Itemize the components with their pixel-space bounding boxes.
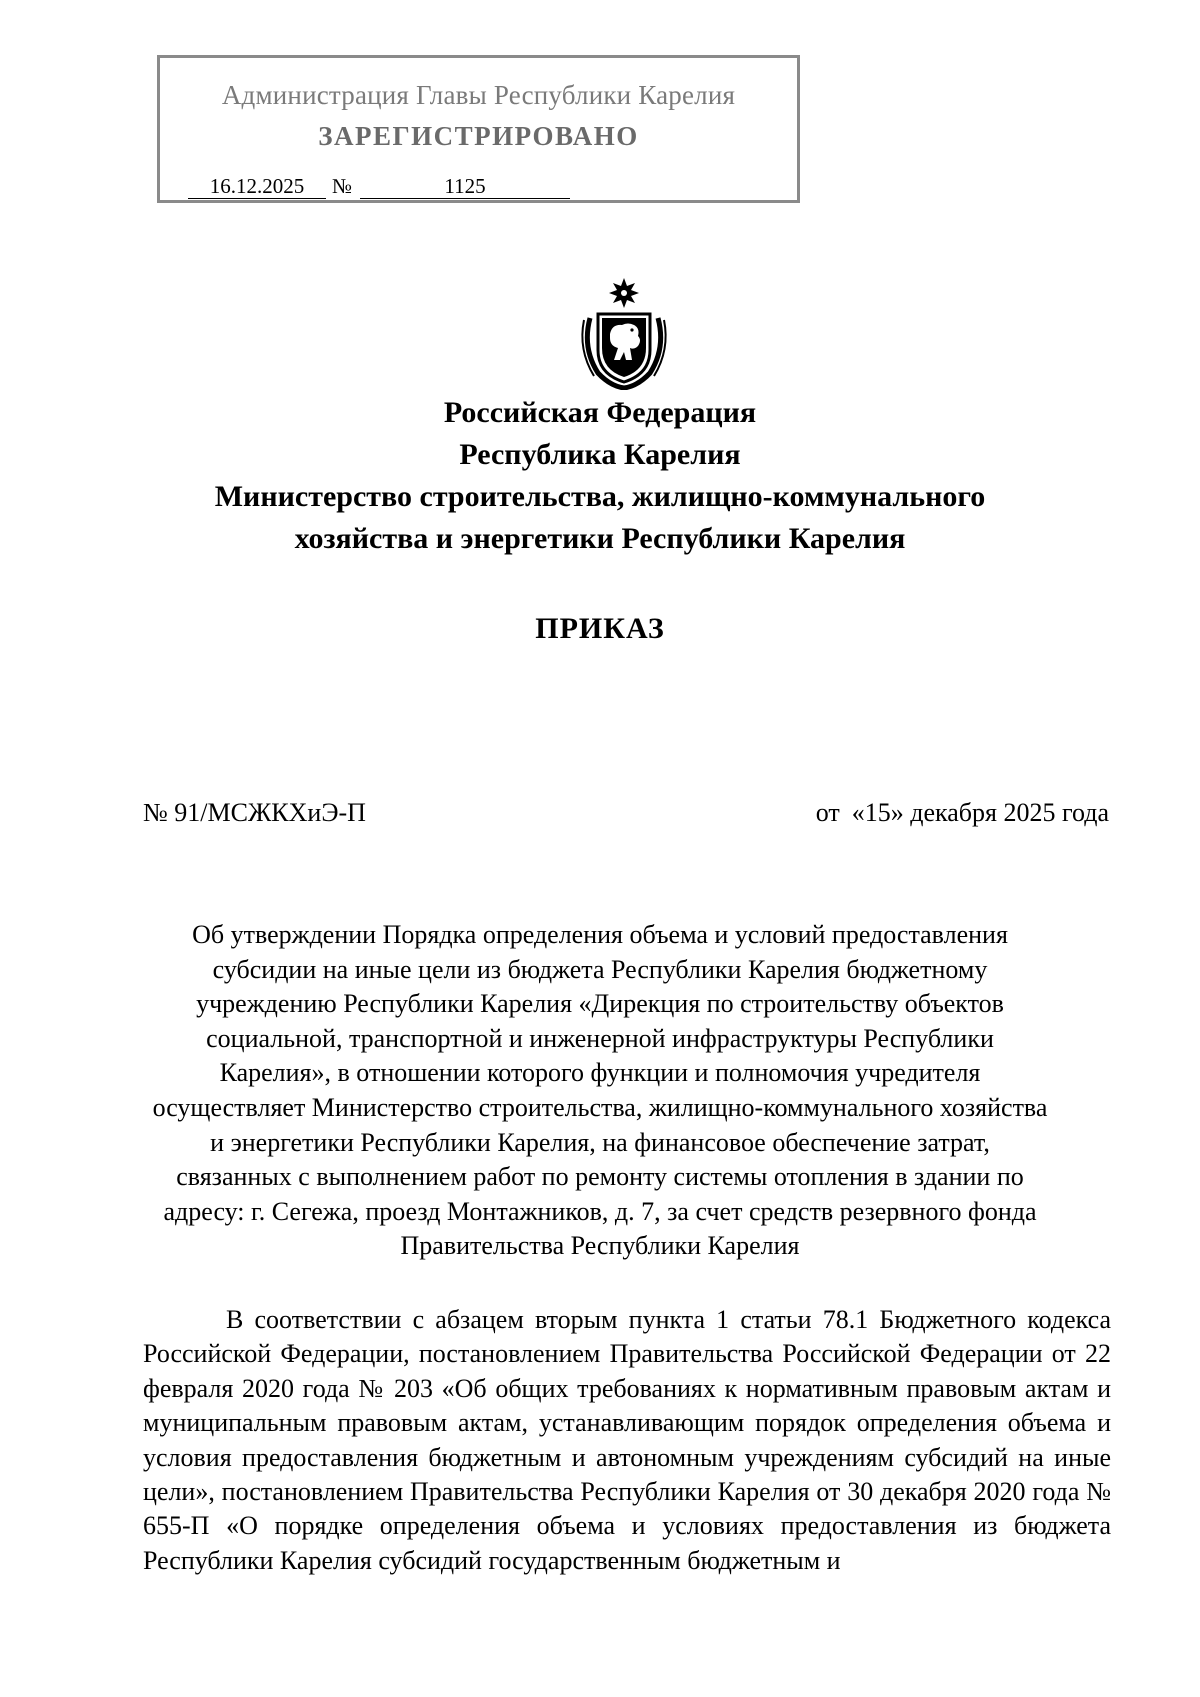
header-ministry-line1: Министерство строительства, жилищно-коммунального: [214, 480, 986, 513]
stamp-date: 16.12.2025: [188, 175, 326, 199]
order-date-prefix: от: [815, 798, 840, 827]
document-type: ПРИКАЗ: [535, 612, 665, 645]
stamp-status: ЗАРЕГИСТРИРОВАНО: [318, 121, 639, 151]
order-date-line: [816, 798, 1109, 828]
order-body-paragraph: В соответствии с абзацем вторым пункта 1 статьи 78.1 Бюджетного кодекса Российской Федерации, постановлением Правительства Российской Федерации от 22 февраля 2020 года № 203 «Об общих требованиях к нормативным правовым актам и муниципальным правовым актам, устанавливающим порядок определения объема и условия предоставления бюджетным и автономным учреждениям субсидий на иные цели», постановлением Правительства Республики Карелия от 30 декабря 2020 года № 655-П «О порядке определения объема и условиях предоставления из бюджета Республики Карелия субсидий государственным бюджетным и: [143, 1305, 1111, 1575]
header-country: Российская Федерация: [443, 396, 757, 429]
header-block: [0, 392, 1200, 560]
order-number: № 91/МСЖКХиЭ-П: [143, 798, 366, 827]
stamp-number-sign: №: [332, 174, 353, 198]
order-subject: Об утверждении Порядка определения объема и условий предоставления субсидии на иные цели из бюджета Республики Карелия бюджетному учреждению Республики Карелия «Дирекция по строительству объектов социальной, транспортной и инженерной инфраструктуры Республики Карелия», в отношении которого функции и полномочия учредителя осуществляет Министерство строительства, жилищно-коммунального хозяйства и энергетики Республики Карелия, на финансовое обеспечение затрат, связанных с выполнением работ по ремонту системы отопления в здании по адресу: г. Сегежа, проезд Монтажников, д. 7, за счет средств резервного фонда Правительства Республики Карелия: [152, 920, 1048, 1261]
header-republic: Республика Карелия: [459, 438, 741, 471]
stamp-number: 1125: [360, 175, 570, 199]
stamp-administration: Администрация Главы Республики Карелия: [221, 80, 736, 110]
order-date: «15» декабря 2025 года: [851, 798, 1109, 827]
header-ministry-line2: хозяйства и энергетики Республики Карелия: [294, 522, 906, 555]
registration-stamp: [157, 55, 800, 203]
karelia-coat-of-arms-icon: [576, 278, 672, 390]
